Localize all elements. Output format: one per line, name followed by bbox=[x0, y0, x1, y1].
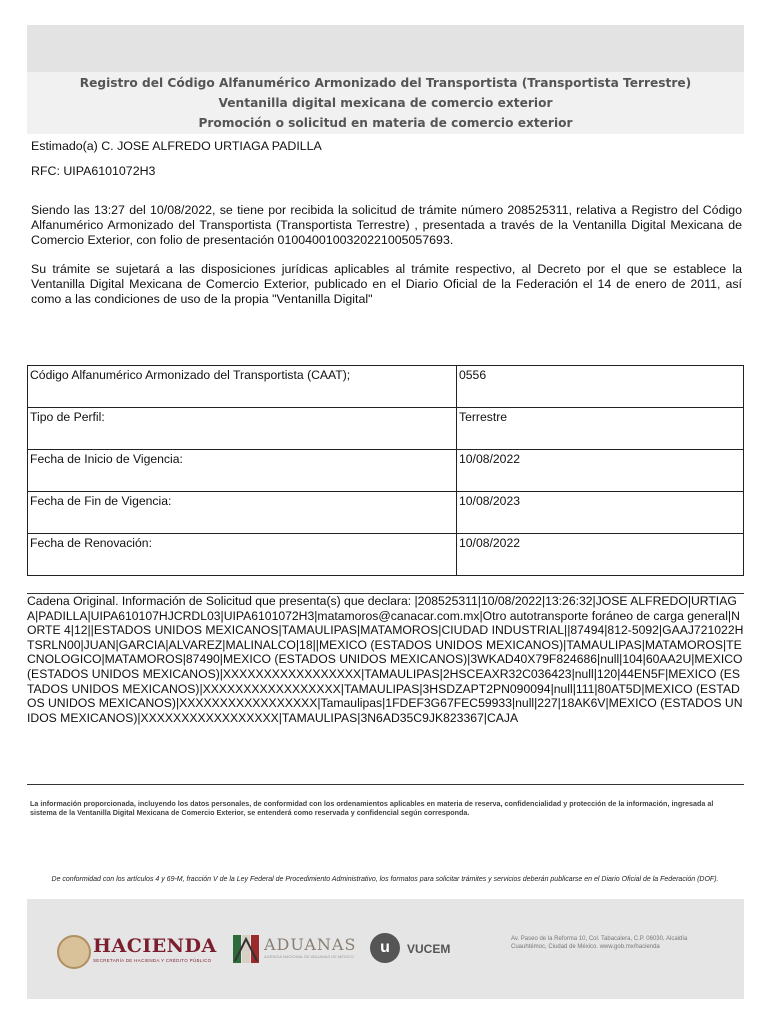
caat-table bbox=[27, 365, 744, 576]
header-title: Registro del Código Alfanumérico Armonizado del Transportista (Transportista Terrestre) bbox=[79, 76, 692, 90]
table-row bbox=[28, 366, 744, 408]
table-value: 0556 bbox=[457, 366, 744, 408]
vucem-logo-icon: u bbox=[370, 933, 400, 963]
divider bbox=[27, 784, 744, 785]
legal-note: De conformidad con los artículos 4 y 69-M, fracción V de la Ley Federal de Procedimiento Administrativo, los formatos para solicitar trámites y servicios deberán publicarse en el Diario Oficial de la Federación (DOF). bbox=[51, 876, 719, 883]
paragraph-receipt: Siendo las 13:27 del 10/08/2022, se tiene por recibida la solicitud de trámite número 208525311, relativa a Registro del Código Alfanumérico Armonizado del Transportista (Transportista Terrestre) , presentada a través de la Ventanilla Digital Mexicana de Comercio Exterior, con folio de presentación 0100400100320221005057693. bbox=[31, 203, 742, 247]
hacienda-logo-subtitle: SECRETARÍA DE HACIENDA Y CRÉDITO PÚBLICO bbox=[93, 958, 212, 963]
footer bbox=[27, 899, 744, 999]
table-value: 10/08/2022 bbox=[457, 534, 744, 576]
aduanas-logo-subtitle: AGENCIA NACIONAL DE ADUANAS DE MÉXICO bbox=[264, 954, 354, 959]
footer-address: Av. Paseo de la Reforma 10, Col. Tabacalera, C.P. 06030, Alcaldía Cuauhtémoc, Ciudad de México. www.gob.mx/hacienda bbox=[511, 936, 688, 950]
aduanas-logo-icon bbox=[233, 935, 259, 963]
table-row bbox=[28, 492, 744, 534]
privacy-disclaimer: La información proporcionada, incluyendo los datos personales, de conformidad con los ordenamientos aplicables en materia de reserva, confidencialidad y protección de la información, ingresada al sistema de la Ventanilla Digital Mexicana de Comercio Exterior, se entenderá como reservada y confidencial según corresponda. bbox=[30, 799, 714, 818]
table-value: 10/08/2022 bbox=[457, 450, 744, 492]
hacienda-seal-icon bbox=[57, 935, 91, 969]
table-value: Terrestre bbox=[457, 408, 744, 450]
rfc: RFC: UIPA6101072H3 bbox=[31, 164, 156, 178]
paragraph-legal: Su trámite se sujetará a las disposiciones jurídicas aplicables al trámite respectivo, al Decreto por el que se establece la Ventanilla Digital Mexicana de Comercio Exterior, publicado en el Diario Oficial de la Federación el 14 de enero de 2011, así como a las condiciones de uso de la propia "Ventanilla Digital" bbox=[31, 262, 742, 306]
hacienda-logo-text: HACIENDA bbox=[93, 935, 217, 957]
table-label: Fecha de Fin de Vigencia: bbox=[28, 492, 457, 534]
table-label: Tipo de Perfil: bbox=[28, 408, 457, 450]
table-row bbox=[28, 450, 744, 492]
table-label: Código Alfanumérico Armonizado del Transportista (CAAT); bbox=[28, 366, 457, 408]
header-subtitle: Ventanilla digital mexicana de comercio exterior bbox=[218, 96, 553, 110]
header-subtitle-2: Promoción o solicitud en materia de comercio exterior bbox=[198, 116, 573, 130]
table-row bbox=[28, 534, 744, 576]
vucem-logo-text: VUCEM bbox=[407, 942, 451, 956]
aduanas-logo-text: ADUANAS bbox=[264, 935, 357, 954]
top-band bbox=[27, 25, 744, 72]
table-label: Fecha de Renovación: bbox=[28, 534, 457, 576]
cadena-original: Cadena Original. Información de Solicitud que presenta(s) que declara: |208525311|10/08/2022|13:26:32|JOSE ALFREDO|URTIAGA|PADILLA|UIPA610107HJCRDL03|UIPA6101072H3|matamoros@canacar.com.mx|Otro autotransporte foráneo de carga general|NORTE 4|12||ESTADOS UNIDOS MEXICANOS|TAMAULIPAS|MATAMOROS|CIUDAD INDUSTRIAL||87494|812-5092|GAAJ721022HTSRLN00|JUAN|GARCIA|ALVAREZ|MALINALCO|18||MEXICO (ESTADOS UNIDOS MEXICANOS)|TAMAULIPAS|MATAMOROS|TECNOLOGICO|MATAMOROS|87490|MEXICO (ESTADOS UNIDOS MEXICANOS)|3WKAD40X79F824686|null|104|60AA2U|MEXICO (ESTADOS UNIDOS MEXICANOS)|XXXXXXXXXXXXXXXXX|TAMAULIPAS|2HSCEAXR32C036423|null|120|44EN5F|MEXICO (ESTADOS UNIDOS MEXICANOS)|XXXXXXXXXXXXXXXXX|TAMAULIPAS|3HSDZAPT2PN090094|null|111|80AT5D|MEXICO (ESTADOS UNIDOS MEXICANOS)|XXXXXXXXXXXXXXXXX|Tamaulipas|1FDEF3G67FEC59933|null|227|18AK6V|MEXICO (ESTADOS UNIDOS MEXICANOS)|XXXXXXXXXXXXXXXXX|TAMAULIPAS|3N6AD35C9JK823367|CAJA bbox=[27, 594, 744, 725]
table-row bbox=[28, 408, 744, 450]
document-header bbox=[27, 72, 744, 134]
table-value: 10/08/2023 bbox=[457, 492, 744, 534]
table-label: Fecha de Inicio de Vigencia: bbox=[28, 450, 457, 492]
greeting: Estimado(a) C. JOSE ALFREDO URTIAGA PADILLA bbox=[31, 139, 322, 153]
